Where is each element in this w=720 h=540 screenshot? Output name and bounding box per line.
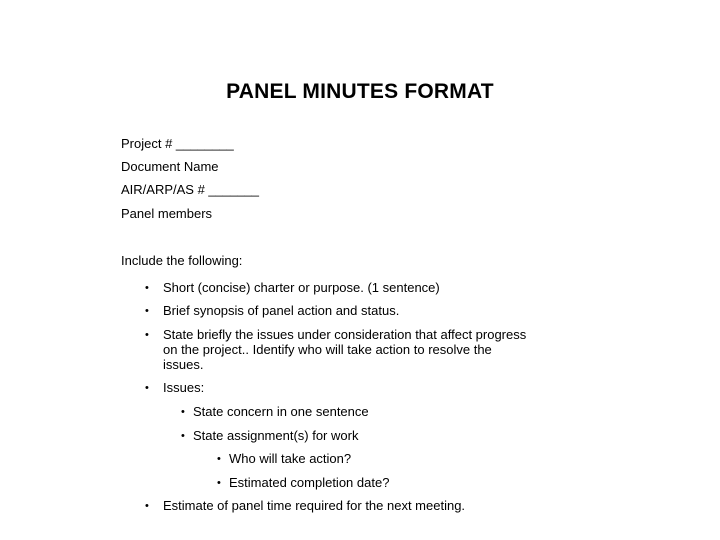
list-item-text: Estimated completion date? — [229, 475, 390, 490]
air-arp-as-number-field: AIR/ARP/AS # _______ — [121, 182, 260, 197]
bullet-icon: • — [145, 282, 149, 294]
document-name-field: Document Name — [121, 159, 219, 174]
bullet-icon: • — [217, 477, 221, 489]
list-item-text: Who will take action? — [229, 451, 352, 466]
bullet-icon: • — [217, 453, 221, 465]
bullet-icon: • — [145, 382, 149, 394]
list-item-text-line-3: issues. — [163, 357, 204, 372]
list-item-text: Short (concise) charter or purpose. (1 sentence) — [163, 280, 440, 295]
page-title: PANEL MINUTES FORMAT — [226, 80, 494, 103]
include-heading: Include the following: — [121, 253, 243, 268]
project-number-field: Project # ________ — [121, 136, 234, 151]
bullet-icon: • — [145, 305, 149, 317]
bullet-icon: • — [181, 406, 185, 418]
list-item-text-line-1: State briefly the issues under consideration that affect progress — [163, 327, 527, 342]
list-item-text: Issues: — [163, 380, 205, 395]
list-item-text-line-2: on the project.. Identify who will take action to resolve the — [163, 342, 492, 357]
panel-members-field: Panel members — [121, 206, 213, 221]
bullet-icon: • — [145, 500, 149, 512]
list-item-text: Estimate of panel time required for the next meeting. — [163, 498, 466, 513]
bullet-icon: • — [181, 430, 185, 442]
list-item-text: Brief synopsis of panel action and status. — [163, 303, 400, 318]
list-item-text: State assignment(s) for work — [193, 428, 359, 443]
list-item-text: State concern in one sentence — [193, 404, 369, 419]
bullet-icon: • — [145, 329, 149, 341]
